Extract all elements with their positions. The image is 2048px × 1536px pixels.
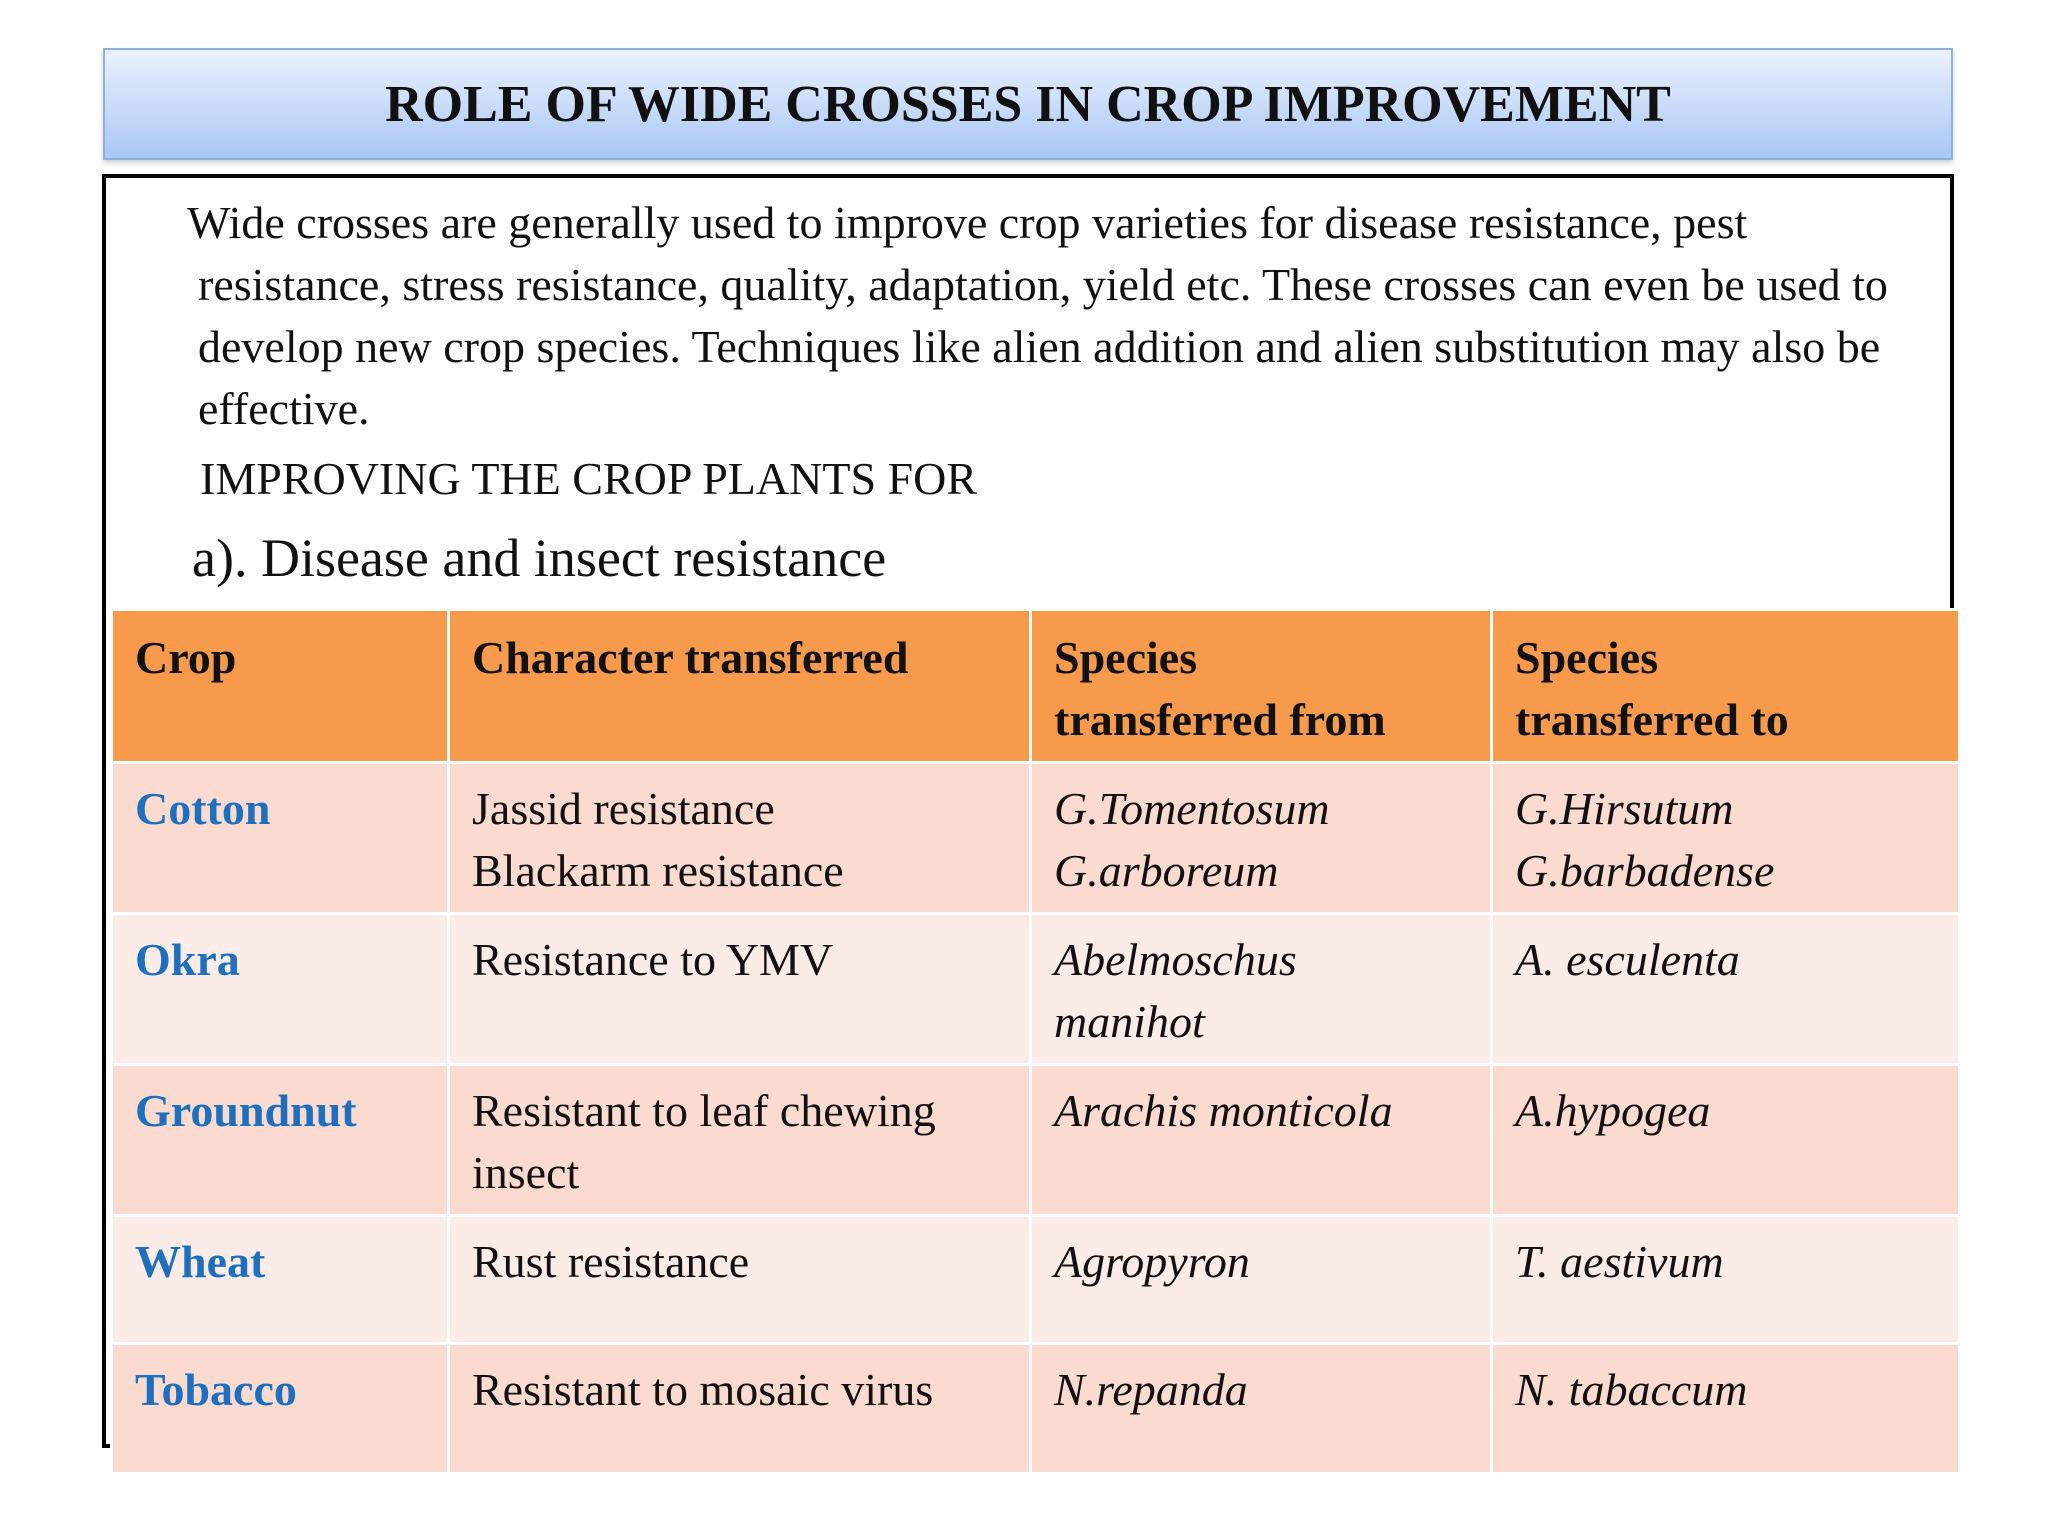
character-cell (449, 763, 1031, 914)
species-to-line: A.hypogea (1515, 1085, 1711, 1136)
header-species-to-line2: transferred to (1515, 694, 1789, 745)
table-row (112, 763, 1960, 914)
species-from-line: Abelmoschus (1054, 934, 1297, 985)
intro-paragraph (187, 192, 1947, 440)
species-from-cell (1031, 1065, 1492, 1216)
species-to-line: G.barbadense (1515, 845, 1775, 896)
species-to-cell (1492, 1216, 1960, 1344)
crop-cell: Cotton (112, 763, 449, 914)
species-from-cell (1031, 914, 1492, 1065)
species-from-cell (1031, 1344, 1492, 1474)
species-from-line: G.arboreum (1054, 845, 1279, 896)
species-to-cell (1492, 1344, 1960, 1474)
character-cell (449, 914, 1031, 1065)
character-line: Jassid resistance (472, 783, 775, 834)
header-crop: Crop (112, 610, 449, 763)
slide-title: ROLE OF WIDE CROSSES IN CROP IMPROVEMENT (385, 75, 1671, 133)
species-from-line: Arachis monticola (1054, 1085, 1393, 1136)
header-character-transferred: Character transferred (449, 610, 1031, 763)
table-row (112, 1065, 1960, 1216)
character-cell (449, 1216, 1031, 1344)
header-species-from (1031, 610, 1492, 763)
species-to-cell (1492, 1065, 1960, 1216)
species-to-line: A. esculenta (1515, 934, 1740, 985)
table-row (112, 1344, 1960, 1474)
intro-text: Wide crosses are generally used to improve crop varieties for disease resistance, pest resistance, stress resistance, quality, adaptation, yield etc. These crosses can even be used to develop new crop species. Techniques like alien addition and alien substitution may also be effective. (187, 197, 1888, 434)
species-to-line: T. aestivum (1515, 1236, 1724, 1287)
character-line: Rust resistance (472, 1236, 750, 1287)
species-to-line: G.Hirsutum (1515, 783, 1734, 834)
character-line: Resistant to leaf chewing (472, 1085, 936, 1136)
character-line: Blackarm resistance (472, 845, 844, 896)
character-line: Resistant to mosaic virus (472, 1364, 934, 1415)
crop-cell: Tobacco (112, 1344, 449, 1474)
crop-cell: Okra (112, 914, 449, 1065)
species-from-line: N.repanda (1054, 1364, 1248, 1415)
species-from-line: manihot (1054, 996, 1205, 1047)
character-cell (449, 1344, 1031, 1474)
crop-cell: Wheat (112, 1216, 449, 1344)
header-species-to-line1: Species (1515, 632, 1659, 683)
table-header-row (112, 610, 1960, 763)
character-line: insect (472, 1147, 580, 1198)
species-to-line: N. tabaccum (1515, 1364, 1748, 1415)
table-row (112, 914, 1960, 1065)
crop-cell: Groundnut (112, 1065, 449, 1216)
species-to-cell (1492, 763, 1960, 914)
wide-crosses-table (110, 608, 1961, 1475)
header-species-from-line2: transferred from (1054, 694, 1386, 745)
species-from-cell (1031, 1216, 1492, 1344)
species-from-line: G.Tomentosum (1054, 783, 1330, 834)
character-line: Resistance to YMV (472, 934, 834, 985)
improving-heading: IMPROVING THE CROP PLANTS FOR (200, 453, 978, 504)
table-row (112, 1216, 1960, 1344)
header-species-from-line1: Species (1054, 632, 1198, 683)
header-species-to (1492, 610, 1960, 763)
title-banner (103, 48, 1953, 160)
character-cell (449, 1065, 1031, 1216)
species-from-line: Agropyron (1054, 1236, 1250, 1287)
disease-resistance-subheading: a). Disease and insect resistance (192, 528, 887, 588)
species-to-cell (1492, 914, 1960, 1065)
species-from-cell (1031, 763, 1492, 914)
